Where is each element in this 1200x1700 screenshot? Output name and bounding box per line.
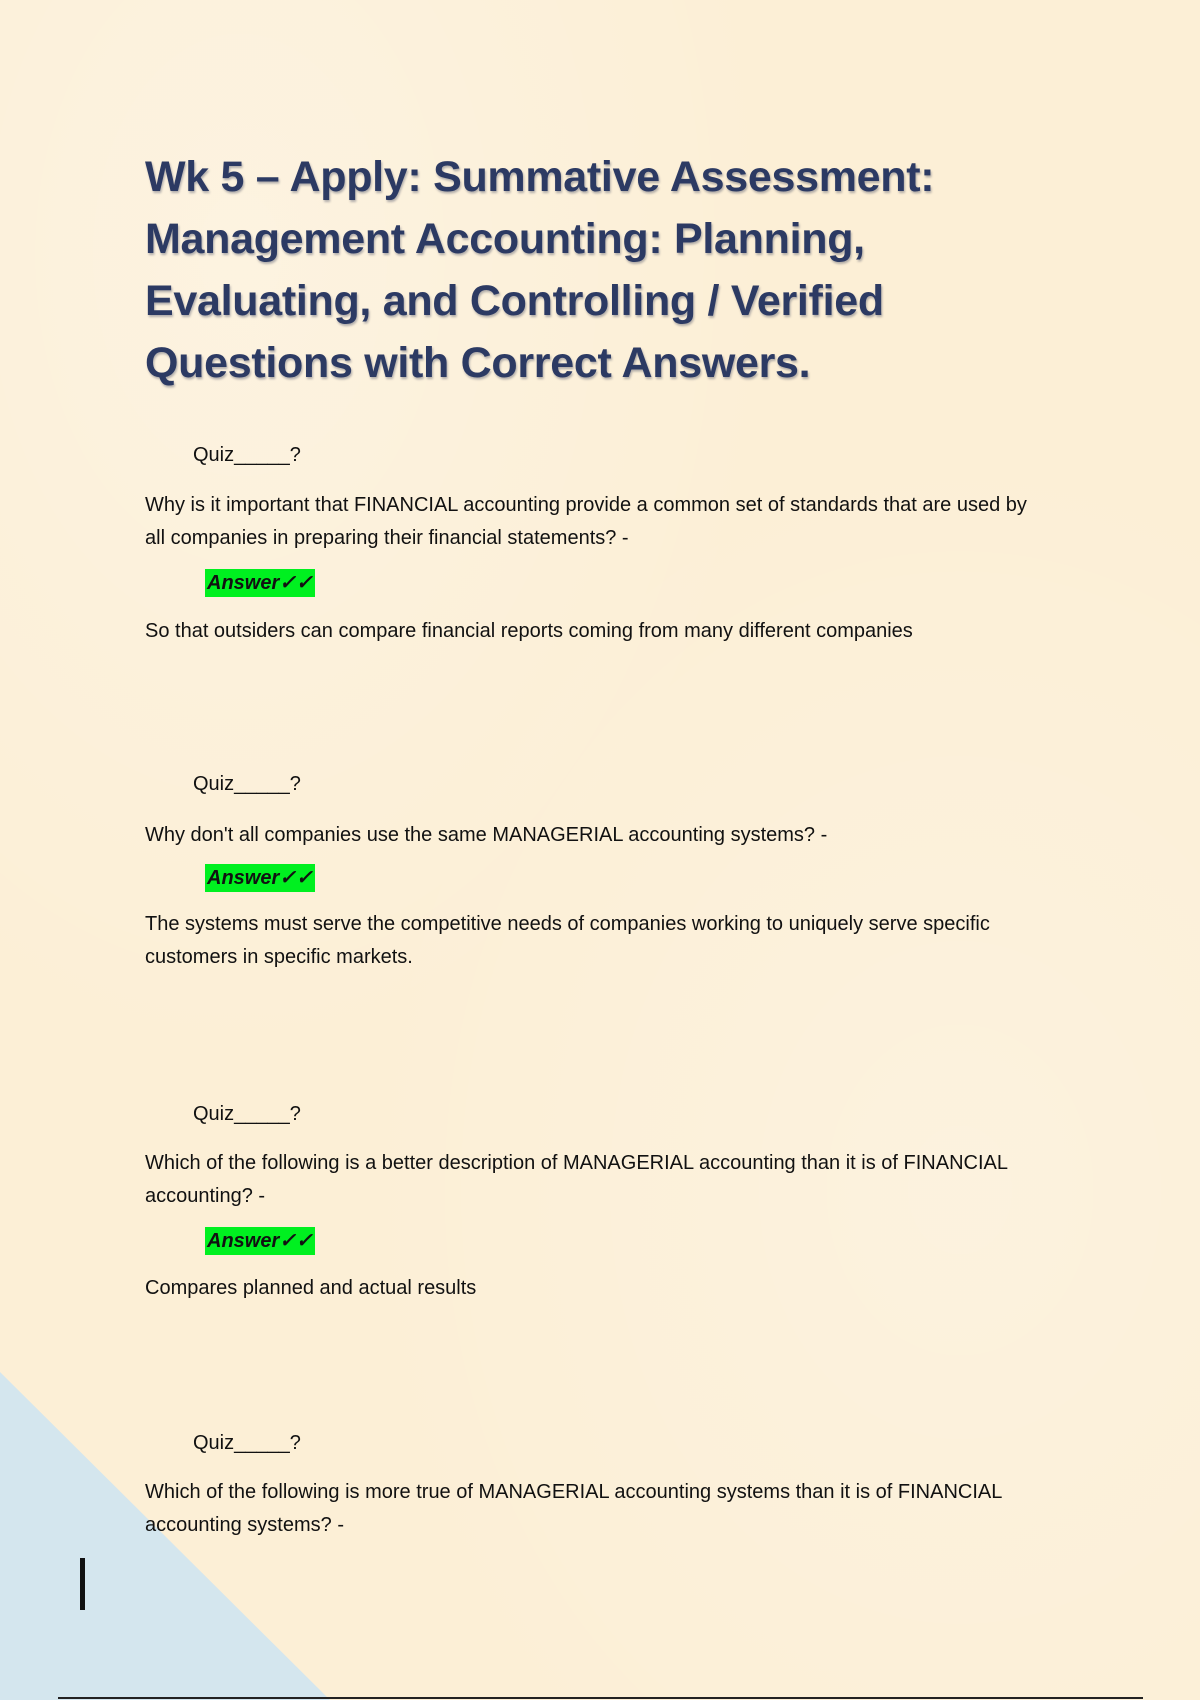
question-text: Why don't all companies use the same MANAGERIAL accounting systems? - — [145, 824, 828, 846]
question-text: Why is it important that FINANCIAL accounting provide a common set of standards that are used by all companies in preparing their financial statements? - — [145, 494, 1027, 549]
qa-item-2 — [145, 771, 1045, 974]
qa-item-3 — [145, 1101, 1045, 1305]
question-text: Which of the following is a better description of MANAGERIAL accounting than it is of FINANCIAL accounting? - — [145, 1152, 1008, 1207]
document-title: Wk 5 – Apply: Summative Assessment: Management Accounting: Planning, Evaluating, and Controlling / Verified Questions with Correct Answers. — [145, 153, 935, 387]
question-text: Which of the following is more true of MANAGERIAL accounting systems than it is of FINANCIAL accounting systems? - — [145, 1481, 1002, 1536]
answer-badge: Answer✓✓ — [205, 1227, 315, 1255]
page-bottom-rule — [58, 1697, 1143, 1699]
answer-badge: Answer✓✓ — [205, 569, 315, 597]
qa-item-4 — [145, 1430, 1045, 1542]
answer-badge: Answer✓✓ — [205, 864, 315, 892]
quiz-label: Quiz_____? — [193, 773, 301, 795]
quiz-label: Quiz_____? — [193, 1103, 301, 1125]
answer-text: Compares planned and actual results — [145, 1277, 477, 1299]
qa-item-1 — [145, 442, 1045, 648]
quiz-label: Quiz_____? — [193, 444, 301, 466]
answer-text: The systems must serve the competitive needs of companies working to uniquely serve specific customers in specific markets. — [145, 913, 990, 968]
quiz-label: Quiz_____? — [193, 1432, 301, 1454]
text-cursor-icon — [80, 1558, 85, 1610]
answer-text: So that outsiders can compare financial reports coming from many different companies — [145, 620, 913, 642]
